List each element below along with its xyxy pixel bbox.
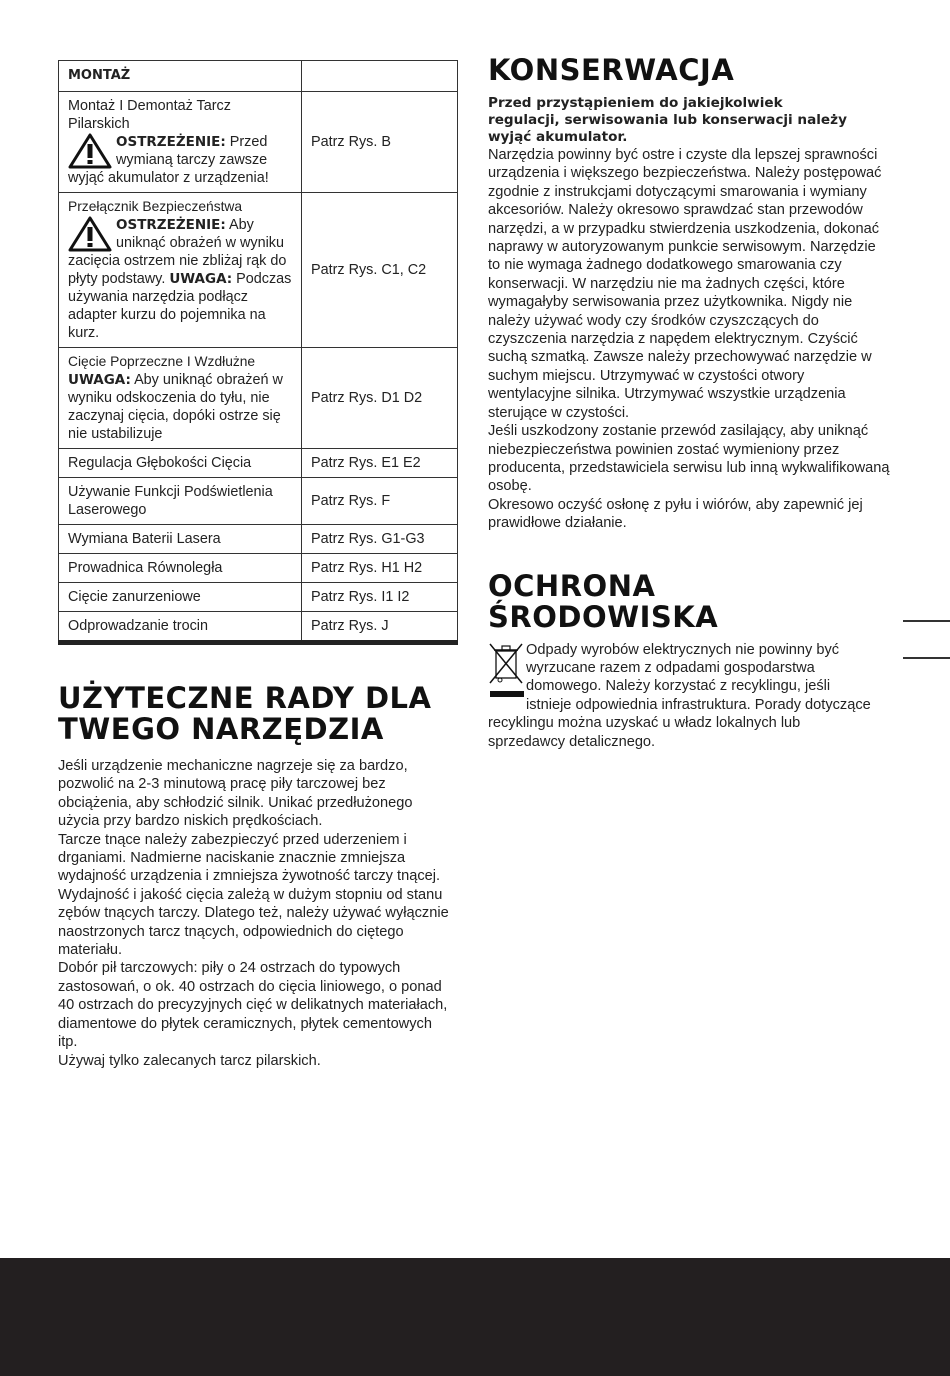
table-cell-ref: Patrz Rys. J — [302, 612, 458, 643]
table-cell-desc: Prowadnica Równoległa — [59, 554, 302, 583]
table-row — [59, 478, 458, 525]
table-cell-ref: Patrz Rys. H1 H2 — [302, 554, 458, 583]
table-row — [59, 449, 458, 478]
right-column — [488, 55, 890, 751]
warning-triangle-icon — [68, 133, 112, 169]
warning-label: OSTRZEŻENIE: — [116, 134, 226, 150]
crossed-bin-icon — [488, 641, 524, 701]
table-cell-desc: Cięcie zanurzeniowe — [59, 583, 302, 612]
table-row — [59, 612, 458, 643]
note-text: Podczas używania narzędzia podłącz adapter kurzu do pojemnika na kurz. — [68, 271, 292, 341]
warning-triangle-icon — [68, 216, 112, 252]
table-cell-desc: Odprowadzanie trocin — [59, 612, 302, 643]
tips-title: UŻYTECZNE RADY DLA TWEGO NARZĘDZIA — [58, 681, 432, 746]
table-cell-desc: Wymiana Baterii Lasera — [59, 525, 302, 554]
row-title: Cięcie Poprzeczne I Wzdłużne — [68, 354, 256, 369]
table-cell-ref: Patrz Rys. I1 I2 — [302, 583, 458, 612]
note-text: Aby uniknąć obrażeń w wyniku odskoczenia do tyłu, nie zaczynaj cięcia, dopóki ostrze się nie ustabilizuje — [68, 372, 283, 442]
table-row — [59, 554, 458, 583]
maintenance-title: KONSERWACJA — [488, 53, 735, 87]
assembly-table — [58, 60, 458, 645]
table-cell-ref: Patrz Rys. F — [302, 478, 458, 525]
row-title: Montaż I Demontaż Tarcz Pilarskich — [68, 98, 231, 132]
maintenance-body: Narzędzia powinny być ostre i czyste dla lepszej sprawności urządzenia i większego bezpieczeństwa. Należy postępować zgodnie z instrukcjami dotyczącymi smarowania i wymiany akcesoriów. Należy okresowo sprawdzać stan przewodów narzędzi, a w przypadku stwierdzenia uszkodzenia, dokonać naprawy w autoryzowanym punkcie serwisowym. Narzędzie to nie wymaga żadnego dodatkowego smarowania czy konserwacji. W narzędziu nie ma żadnych części, które wymagałyby serwisowania przez użytkownika. Nigdy nie należy używać wody czy środków czyszczących do czyszczenia narzędzia z napędem elektrycznym. Czyścić suchą szmatką. Zawsze należy przechowywać narzędzie w suchym miejscu. Utrzymywać w czystości otwory wentylacyjne silnika. Utrzymywać wszystkie urządzenia sterujące w czystości. Jeśli uszkodzony zostanie przewód zasilający, aby uniknąć niebezpieczeństwa powinien zostać wymieniony przez producenta, przedstawiciela serwisu lub inną wykwalifikowaną osobę. Okresowo oczyść osłonę z pyłu i wiórów, aby zapewnić jej prawidłowe działanie. — [488, 147, 890, 532]
table-row — [59, 92, 458, 193]
table-cell-ref: Patrz Rys. C1, C2 — [302, 193, 458, 348]
table-cell-desc — [59, 92, 302, 193]
environment-body: Odpady wyrobów elektrycznych nie powinny być wyrzucane razem z odpadami gospodarstwa domowego. Należy korzystać z recyklingu, jeśli istnieje odpowiednia infrastruktura. Porady dotyczące recyklingu można uzyskać u władz lokalnych lub sprzedawcy detalicznego. — [488, 641, 871, 750]
warning-label: OSTRZEŻENIE: — [116, 217, 226, 233]
table-cell-desc: Używanie Funkcji Podświetlenia Laserowego — [59, 478, 302, 525]
table-cell-desc: Regulacja Głębokości Cięcia — [59, 449, 302, 478]
table-cell-desc — [59, 193, 302, 348]
table-cell-ref: Patrz Rys. G1-G3 — [302, 525, 458, 554]
table-row — [59, 193, 458, 348]
table-header-empty — [302, 61, 458, 92]
page-footer-band — [0, 1258, 950, 1376]
environment-title: OCHRONA ŚRODOWISKA — [488, 568, 719, 634]
table-cell-ref: Patrz Rys. E1 E2 — [302, 449, 458, 478]
maintenance-intro: Przed przystąpieniem do jakiejkolwiek regulacji, serwisowania lub konserwacji należy wyjąć akumulator. — [488, 95, 847, 145]
warning-text: Aby uniknąć obrażeń w wyniku zacięcia ostrzem nie zbliżaj rąk do płyty podstawy. — [68, 217, 287, 287]
note-label: UWAGA: — [68, 372, 131, 388]
warning-text: Przed wymianą tarczy zawsze wyjąć akumulator z urządzenia! — [68, 134, 269, 186]
edge-tab-line-bottom — [903, 657, 950, 659]
table-header-row — [59, 61, 458, 92]
table-row — [59, 525, 458, 554]
table-cell-desc — [59, 348, 302, 449]
edge-tab-line-top — [903, 620, 950, 622]
row-title: Przełącznik Bezpieczeństwa — [68, 199, 243, 214]
environment-block — [488, 641, 873, 751]
table-cell-ref: Patrz Rys. B — [302, 92, 458, 193]
table-row — [59, 348, 458, 449]
left-column — [58, 60, 458, 1070]
tips-body: Jeśli urządzenie mechaniczne nagrzeje się za bardzo, pozwolić na 2-3 minutową pracę piły tarczowej bez obciążenia, aby schłodzić silnik. Unikać przedłużonego użycia przy bardzo niskich prędkościach. Tarcze tnące należy zabezpieczyć przed uderzeniem i drganiami. Nadmierne naciskanie znacznie zmniejsza wydajność urządzenia i zmniejsza żywotność tarczy tnącej. Wydajność i jakość cięcia zależą w dużym stopniu od stanu zębów tnących tarczy. Dlatego też, należy używać wyłącznie naostrzonych tarcz tnących, odpowiednich do ciętego materiału. Dobór pił tarczowych: piły o 24 ostrzach do typowych zastosowań, o ok. 40 ostrzach do cięcia liniowego, o ponad 40 ostrzach do precyzyjnych cięć w delikatnych materiałach, diamentowe do płytek ceramicznych, płytek cementowych itp. Używaj tylko zalecanych tarcz pilarskich. — [58, 758, 449, 1069]
table-header: MONTAŻ — [59, 61, 302, 92]
note-label: UWAGA: — [169, 271, 233, 287]
table-cell-ref: Patrz Rys. D1 D2 — [302, 348, 458, 449]
table-row — [59, 583, 458, 612]
